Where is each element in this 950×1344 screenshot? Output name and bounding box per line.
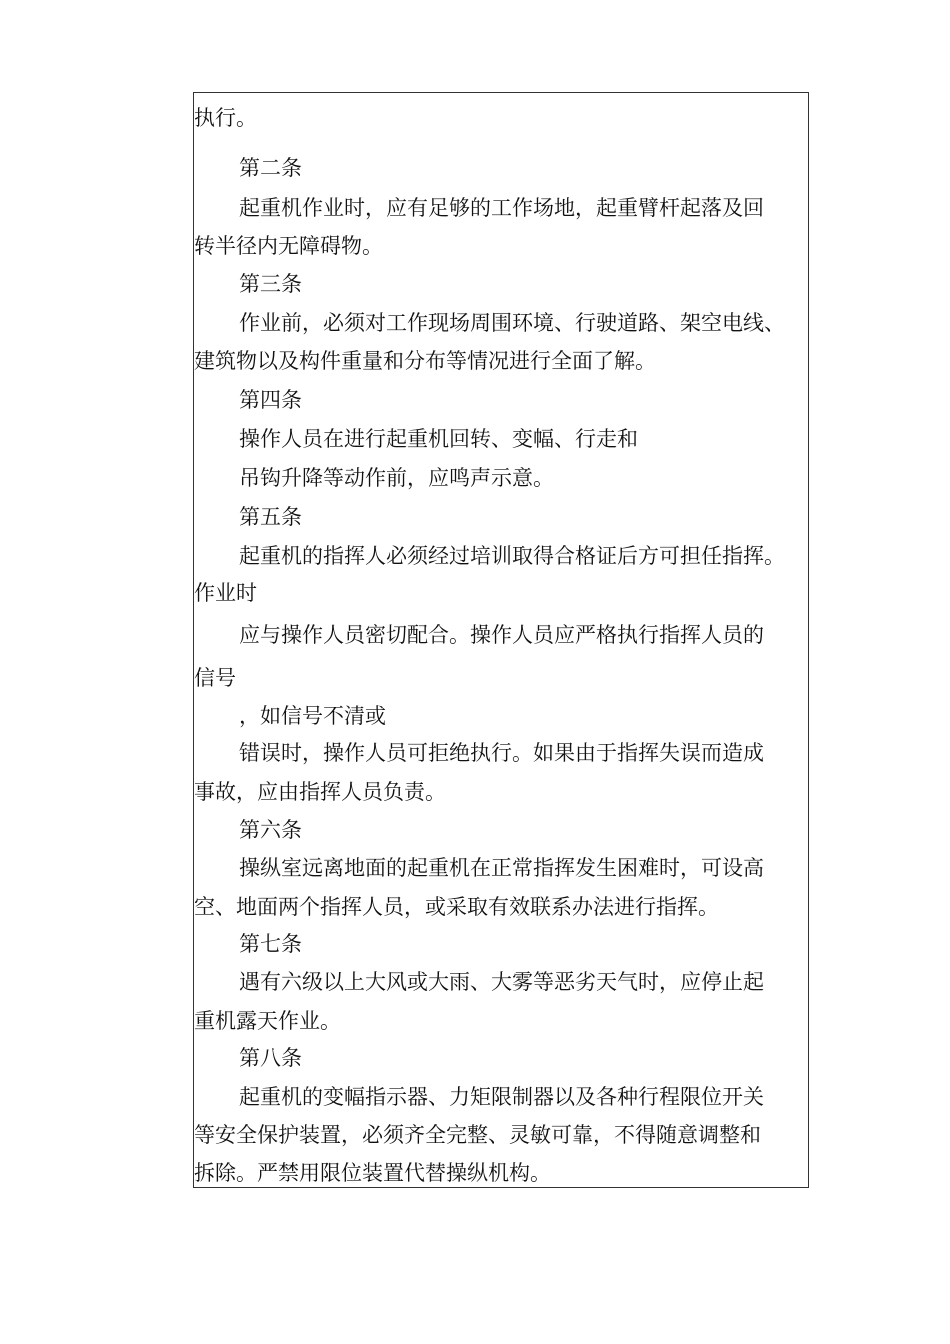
text-line: 起重机的变幅指示器、力矩限制器以及各种行程限位开关 bbox=[239, 1085, 764, 1109]
text-line: 信号 bbox=[194, 666, 236, 690]
text-line: 重机露天作业。 bbox=[194, 1009, 341, 1033]
text-line: 遇有六级以上大风或大雨、大雾等恶劣天气时，应停止起 bbox=[239, 970, 764, 994]
text-line: 起重机的指挥人必须经过培训取得合格证后方可担任指挥。 bbox=[239, 544, 785, 568]
document-frame bbox=[193, 92, 809, 1188]
text-line: 空、地面两个指挥人员，或采取有效联系办法进行指挥。 bbox=[194, 895, 719, 919]
text-line: 作业时 bbox=[194, 581, 257, 605]
article-heading: 第五条 bbox=[239, 505, 302, 529]
text-line: ，如信号不清或 bbox=[239, 704, 386, 728]
text-line: 应与操作人员密切配合。操作人员应严格执行指挥人员的 bbox=[239, 623, 764, 647]
text-line: 起重机作业时，应有足够的工作场地，起重臂杆起落及回 bbox=[239, 196, 764, 220]
text-line: 作业前，必须对工作现场周围环境、行驶道路、架空电线、 bbox=[239, 311, 785, 335]
article-heading: 第七条 bbox=[239, 932, 302, 956]
article-heading: 第八条 bbox=[239, 1046, 302, 1070]
article-heading: 第四条 bbox=[239, 388, 302, 412]
text-line: 操纵室远离地面的起重机在正常指挥发生困难时，可设高 bbox=[239, 856, 764, 880]
text-line: 建筑物以及构件重量和分布等情况进行全面了解。 bbox=[194, 349, 656, 373]
text-line: 吊钩升降等动作前，应鸣声示意。 bbox=[239, 466, 554, 490]
article-heading: 第二条 bbox=[239, 156, 302, 180]
text-line: 错误时，操作人员可拒绝执行。如果由于指挥失误而造成 bbox=[239, 741, 764, 765]
text-line: 事故，应由指挥人员负责。 bbox=[194, 780, 446, 804]
text-line: 等安全保护装置，必须齐全完整、灵敏可靠，不得随意调整和 bbox=[194, 1123, 761, 1147]
text-line: 拆除。严禁用限位装置代替操纵机构。 bbox=[194, 1161, 551, 1185]
text-line: 转半径内无障碍物。 bbox=[194, 234, 383, 258]
article-heading: 第三条 bbox=[239, 272, 302, 296]
text-line: 执行。 bbox=[194, 106, 257, 130]
article-heading: 第六条 bbox=[239, 818, 302, 842]
text-line: 操作人员在进行起重机回转、变幅、行走和 bbox=[239, 427, 638, 451]
